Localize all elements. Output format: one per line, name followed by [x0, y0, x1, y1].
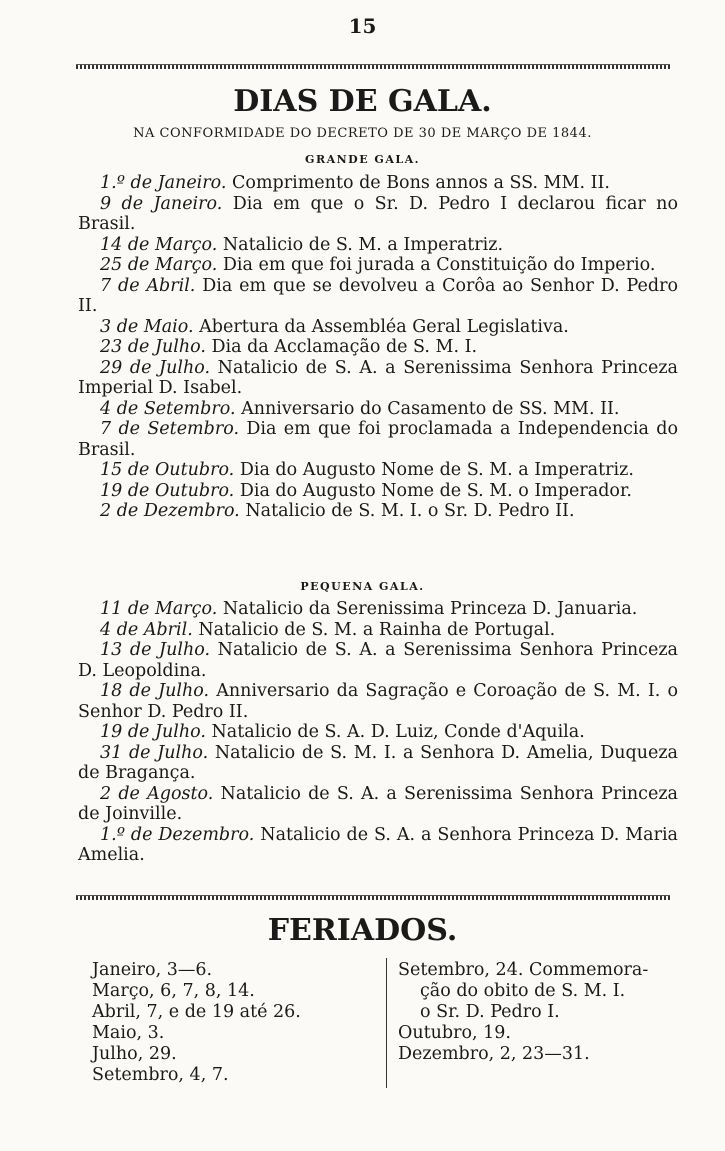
calendar-entry: [78, 640, 678, 681]
top-rule: [76, 64, 670, 69]
entry-text: Natalicio de S. M. I. a Senhora D. Amelia, Duqueza de Bragança.: [78, 742, 678, 783]
calendar-entry: [78, 358, 678, 399]
entry-text: Dia em que se devolveu a Corôa ao Senhor D. Pedro II.: [78, 275, 678, 316]
calendar-entry: [78, 620, 678, 641]
calendar-entry: [78, 194, 678, 235]
entry-text: Natalicio de S. M. I. o Sr. D. Pedro II.: [245, 501, 575, 521]
entry-date: 2 de Agosto.: [100, 783, 214, 804]
calendar-entry: [78, 825, 678, 866]
feriado-line: Setembro, 4, 7.: [92, 1065, 229, 1085]
entry-date: 31 de Julho.: [100, 742, 209, 763]
entry-text: Natalicio de S. A. a Serenissima Senhora Princeza de Joinville.: [78, 783, 678, 824]
calendar-entry: [78, 599, 678, 620]
pequena-gala-label: PEQUENA GALA.: [300, 580, 425, 593]
entry-date: 11 de Março.: [100, 599, 218, 619]
entry-date: 25 de Março.: [100, 255, 218, 275]
pequena-gala-list: [78, 599, 678, 866]
calendar-entry: [78, 419, 678, 460]
entry-text: Anniversario do Casamento de SS. MM. II.: [241, 398, 620, 419]
calendar-entry: [78, 722, 678, 743]
page-title: DIAS DE GALA.: [233, 84, 492, 119]
calendar-entry: [78, 784, 678, 825]
entry-date: 7 de Setembro.: [100, 419, 240, 439]
calendar-entry: [78, 501, 678, 522]
entry-date: 19 de Julho.: [100, 722, 206, 742]
entry-date: 1.º de Dezembro.: [100, 824, 255, 845]
feriados-left-column: [92, 960, 301, 1086]
entry-text: Dia em que foi proclamada a Independencia do Brasil.: [78, 419, 678, 460]
calendar-entry: [78, 481, 678, 502]
entry-text: Abertura da Assembléa Geral Legislativa.: [199, 316, 569, 337]
entry-text: Natalicio de S. A. a Senhora Princeza D. Maria Amelia.: [78, 824, 678, 865]
calendar-entry: [78, 235, 678, 256]
entry-text: Natalicio de S. A. a Serenissima Senhora Princeza D. Leopoldina.: [78, 640, 678, 681]
middle-rule: [76, 895, 670, 900]
entry-text: Natalicio da Serenissima Princeza D. Januaria.: [222, 599, 638, 619]
entry-date: 15 de Outubro.: [100, 460, 235, 480]
entry-text: Comprimento de Bons annos a SS. MM. II.: [232, 173, 610, 193]
entry-date: 19 de Outubro.: [100, 480, 235, 501]
feriado-line: Setembro, 24. Commemora-: [398, 960, 649, 980]
entry-text: Dia do Augusto Nome de S. M. a Imperatriz.: [239, 460, 634, 480]
feriado-line: Julho, 29.: [92, 1044, 177, 1064]
calendar-entry: [78, 317, 678, 338]
feriados-title: FERIADOS.: [267, 913, 458, 948]
feriados-right-column: [398, 960, 648, 1065]
feriado-line: o Sr. D. Pedro I.: [420, 1002, 560, 1022]
page-number: 15: [348, 14, 377, 38]
column-divider: [386, 958, 387, 1088]
calendar-entry: [78, 460, 678, 481]
feriado-line: Janeiro, 3—6.: [92, 960, 213, 980]
grande-gala-list: [78, 173, 678, 522]
calendar-entry: [78, 276, 678, 317]
entry-text: Dia em que foi jurada a Constituição do Imperio.: [222, 255, 656, 275]
decree-subtitle: NA CONFORMIDADE DO DECRETO DE 30 DE MARÇO DE 1844.: [133, 126, 592, 141]
entry-text: Natalicio de S. A. D. Luiz, Conde d'Aquila.: [211, 722, 585, 742]
calendar-entry: [78, 255, 678, 276]
entry-date: 4 de Abril.: [100, 619, 193, 640]
grande-gala-label: GRANDE GALA.: [305, 153, 420, 166]
feriado-line: Abril, 7, e de 19 até 26.: [92, 1002, 301, 1022]
entry-date: 3 de Maio.: [100, 316, 194, 337]
entry-date: 18 de Julho.: [100, 681, 210, 701]
entry-date: 1.º de Janeiro.: [100, 173, 227, 193]
entry-text: Natalicio de S. A. a Serenissima Senhora Princeza Imperial D. Isabel.: [78, 357, 678, 398]
feriado-line: ção do obito de S. M. I.: [420, 981, 626, 1001]
calendar-entry: [78, 681, 678, 722]
entry-text: Anniversario da Sagração e Coroação de S. M. I. o Senhor D. Pedro II.: [78, 681, 678, 722]
entry-date: 14 de Março.: [100, 234, 218, 255]
calendar-entry: [78, 743, 678, 784]
calendar-entry: [78, 399, 678, 420]
calendar-entry: [78, 337, 678, 358]
feriado-line: Outubro, 19.: [398, 1023, 511, 1043]
calendar-entry: [78, 173, 678, 194]
entry-text: Dia em que o Sr. D. Pedro I declarou ficar no Brasil.: [78, 193, 678, 234]
entry-date: 23 de Julho.: [100, 337, 206, 357]
entry-date: 2 de Dezembro.: [100, 501, 240, 521]
entry-date: 13 de Julho.: [100, 640, 211, 660]
feriado-line: Março, 6, 7, 8, 14.: [92, 981, 255, 1001]
entry-date: 4 de Setembro.: [100, 398, 236, 419]
entry-date: 7 de Abril.: [100, 275, 196, 296]
entry-date: 9 de Janeiro.: [100, 193, 223, 214]
entry-text: Dia da Acclamação de S. M. I.: [211, 337, 478, 357]
entry-text: Natalicio de S. M. a Imperatriz.: [222, 234, 504, 255]
entry-date: 29 de Julho.: [100, 357, 211, 378]
entry-text: Natalicio de S. M. a Rainha de Portugal.: [198, 619, 556, 640]
feriado-line: Dezembro, 2, 23—31.: [398, 1044, 590, 1064]
entry-text: Dia do Augusto Nome de S. M. o Imperador.: [239, 480, 632, 501]
feriado-line: Maio, 3.: [92, 1023, 165, 1043]
